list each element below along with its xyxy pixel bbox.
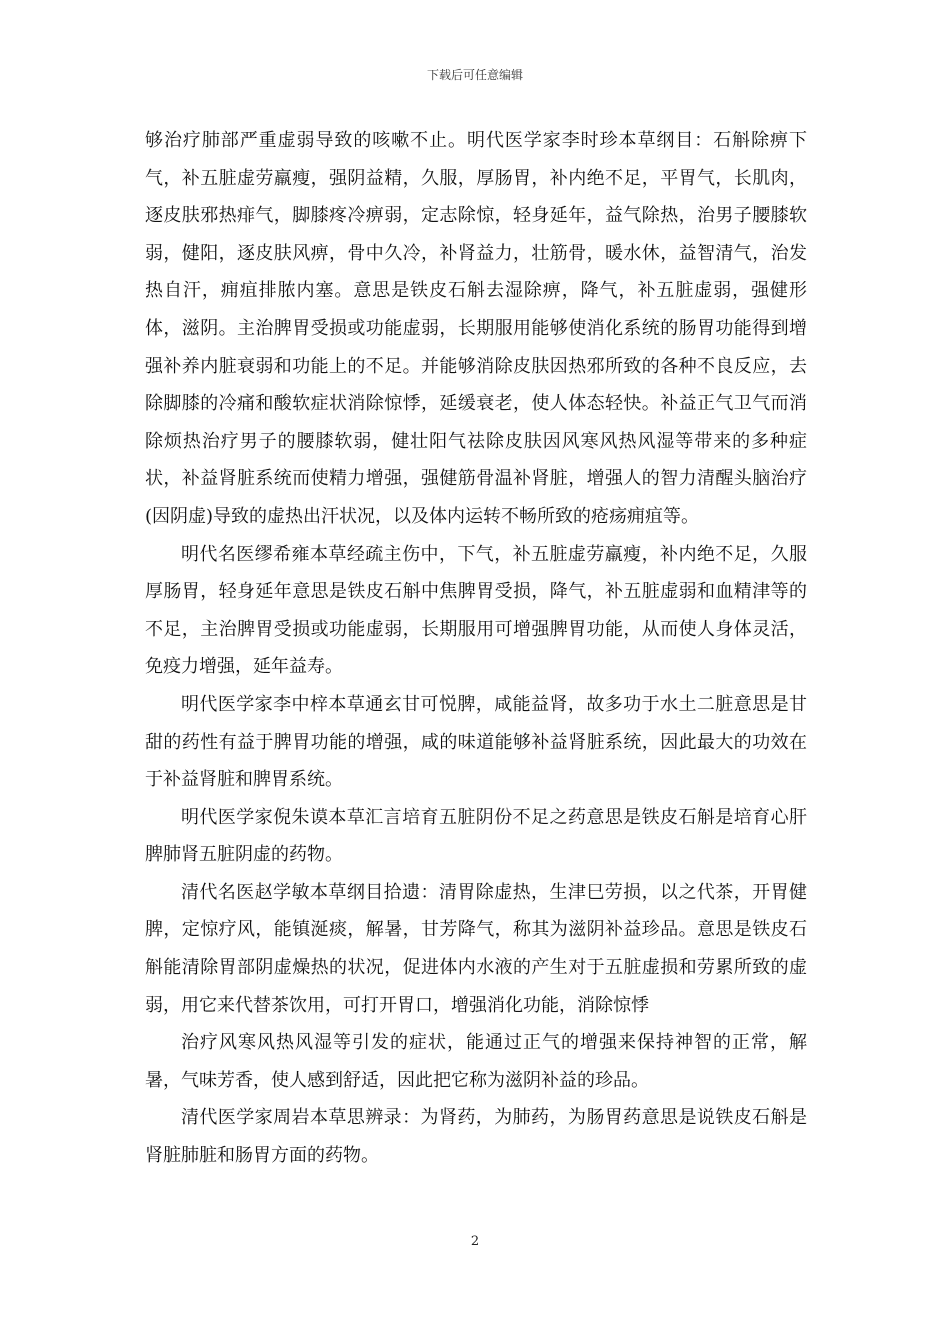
document-body [145, 122, 807, 1175]
paragraph-2: 明代名医缪希雍本草经疏主伤中，下气，补五脏虚劳羸瘦，补内绝不足，久服厚肠胃，轻身延年意思是铁皮石斛中焦脾胃受损，降气，补五脏虚弱和血精津等的不足，主治脾胃受损或功能虚弱，长期服用可增强脾胃功能，从而使人身体灵活，免疫力增强，延年益寿。 [145, 543, 807, 678]
page-number: 2 [470, 1234, 480, 1249]
paragraph-5: 清代名医赵学敏本草纲目拾遗：清胃除虚热，生津巳劳损，以之代茶，开胃健脾，定惊疗风，能镇涎痰，解暑，甘芳降气，称其为滋阴补益珍品。意思是铁皮石斛能清除胃部阴虚燥热的状况，促进体内水液的产生对于五脏虚损和劳累所致的虚弱，用它来代替茶饮用，可打开胃口，增强消化功能，消除惊悸 [145, 881, 807, 1016]
paragraph-4: 明代医学家倪朱谟本草汇言培育五脏阴份不足之药意思是铁皮石斛是培育心肝脾肺肾五脏阴虚的药物。 [145, 806, 807, 866]
paragraph-6: 治疗风寒风热风湿等引发的症状，能通过正气的增强来保持神智的正常，解暑，气味芳香，使人感到舒适，因此把它称为滋阴补益的珍品。 [145, 1032, 807, 1091]
paragraph-7: 清代医学家周岩本草思辨录：为肾药，为肺药，为肠胃药意思是说铁皮石斛是肾脏肺脏和肠胃方面的药物。 [145, 1107, 807, 1167]
page-header: 下载后可任意编辑 [426, 68, 523, 82]
paragraph-3: 明代医学家李中梓本草通玄甘可悦脾，咸能益肾，故多功于水土二脏意思是甘甜的药性有益于脾胃功能的增强，咸的味道能够补益肾脏系统，因此最大的功效在于补益肾脏和脾胃系统。 [145, 693, 807, 791]
paragraph-1: 够治疗肺部严重虚弱导致的咳嗽不止。明代医学家李时珍本草纲目：石斛除痹下气，补五脏虚劳羸瘦，强阴益精，久服，厚肠胃，补内绝不足，平胃气，长肌肉，逐皮肤邪热痱气，脚膝疼冷痹弱，定志除惊，轻身延年，益气除热，治男子腰膝软弱，健阳，逐皮肤风痹，骨中久冷，补肾益力，壮筋骨，暖水休，益智清气，治发热自汗，痈疽排脓内塞。意思是铁皮石斛去湿除痹，降气，补五脏虚弱，强健形体，滋阴。主治脾胃受损或功能虚弱，长期服用能够使消化系统的肠胃功能得到增强补养内脏衰弱和功能上的不足。并能够消除皮肤因热邪所致的各种不良反应，去除脚膝的冷痛和酸软症状消除惊悸，延缓衰老，使人体态轻快。补益正气卫气而消除烦热治疗男子的腰膝软弱，健壮阳气祛除皮肤因风寒风热风湿等带来的多种症状，补益肾脏系统而使精力增强，强健筋骨温补肾脏，增强人的智力清醒头脑治疗(因阴虚)导致的虚热出汗状况，以及体内运转不畅所致的疮疡痈疽等。 [145, 130, 807, 527]
